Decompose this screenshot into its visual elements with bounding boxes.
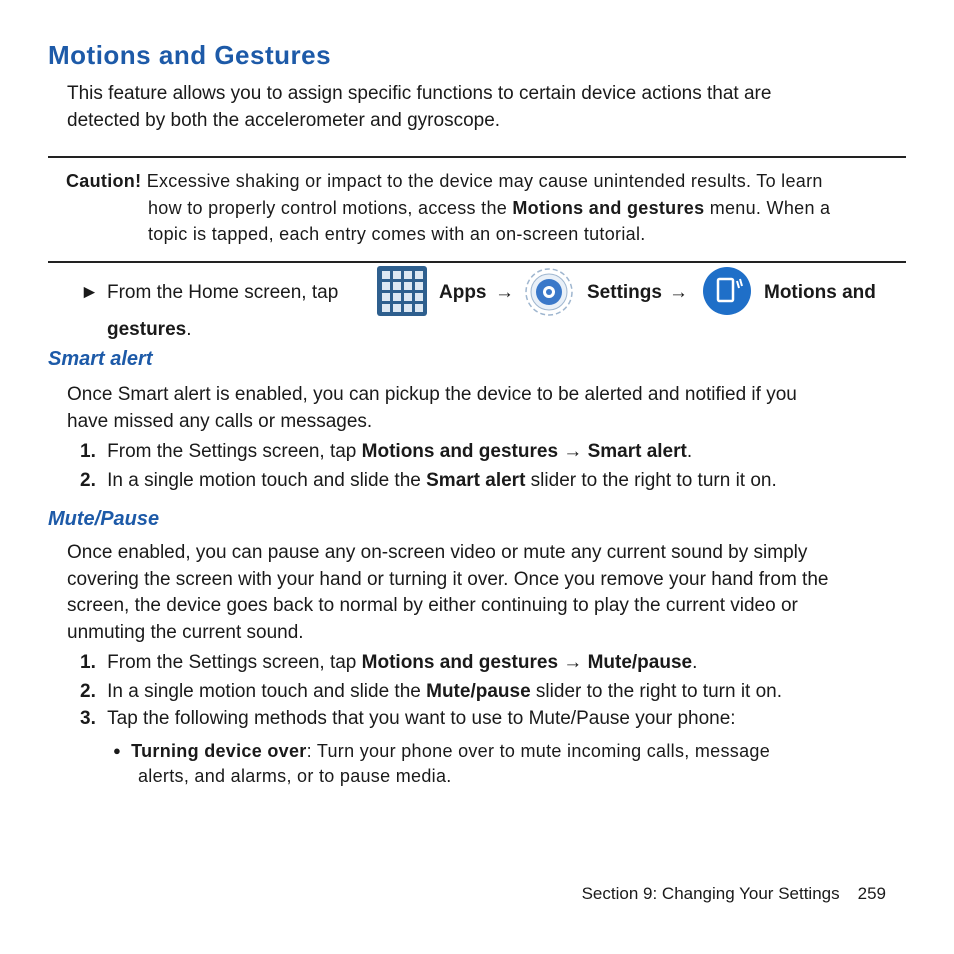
caution-bottom-divider (48, 261, 906, 263)
mute-pause-heading: Mute/Pause (48, 508, 160, 530)
arrow-separator: → (669, 282, 688, 303)
step-prefix: From the Home screen, tap (107, 282, 339, 303)
bullet-turning-device-over: ● Turning device over: Turn your phone over to mute incoming calls, message alerts, and alarms, or to pause media. (113, 741, 771, 786)
intro-paragraph: This feature allows you to assign specific functions to certain device actions that are detected by both the accelerometer and gyroscope. (67, 83, 772, 131)
caution-top-divider (48, 156, 906, 158)
list-item: 3. Tap the following methods that you want to use to Mute/Pause your phone: (80, 708, 736, 729)
step-arrow: ► (80, 282, 99, 303)
home-navigation-step: ► From the Home screen, tap Apps → Settings → Motions and gestures. (80, 266, 910, 341)
smart-alert-description: Once Smart alert is enabled, you can pickup the device to be alerted and notified if you have missed any calls or messages. (67, 384, 797, 432)
footer-section: Section 9: Changing Your Settings (581, 884, 840, 903)
settings-gear-icon[interactable] (523, 266, 575, 324)
gestures-label: gestures (107, 319, 187, 340)
smart-alert-steps (80, 441, 910, 501)
apps-label: Apps (439, 282, 487, 303)
caution-note: Caution! Excessive shaking or impact to the device may cause unintended results. To learn how to properly control motions, access the Motions and gestures menu. When a topic is tapped, each entry comes with an on-screen tutorial. (66, 171, 831, 244)
arrow-separator: → (495, 282, 514, 303)
bullet-dot: ● (113, 743, 122, 758)
page-number: 259 (857, 884, 886, 903)
list-item: 1. From the Settings screen, tap Motions and gestures → Mute/pause. (80, 652, 698, 673)
settings-label: Settings (587, 282, 662, 303)
apps-grid-icon[interactable] (377, 266, 427, 322)
motions-label: Motions and (764, 282, 876, 303)
motions-gestures-icon[interactable] (702, 266, 752, 322)
smart-alert-heading: Smart alert (48, 348, 153, 370)
caution-label: Caution! (66, 171, 142, 191)
list-item: 2. In a single motion touch and slide the Smart alert slider to the right to turn it on. (80, 470, 777, 491)
mute-pause-description: Once enabled, you can pause any on-screen video or mute any current sound by simply covering the screen with your hand or turning it over. Once you remove your hand from the screen, the device goes back to normal by either continuing to play the current video or unmuting the current sound. (67, 542, 829, 643)
page-title: Motions and Gestures (48, 40, 332, 70)
page-footer (582, 884, 886, 904)
list-item: 2. In a single motion touch and slide the Mute/pause slider to the right to turn it on. (80, 681, 783, 702)
list-item: 1. From the Settings screen, tap Motions and gestures → Smart alert. (80, 441, 693, 462)
